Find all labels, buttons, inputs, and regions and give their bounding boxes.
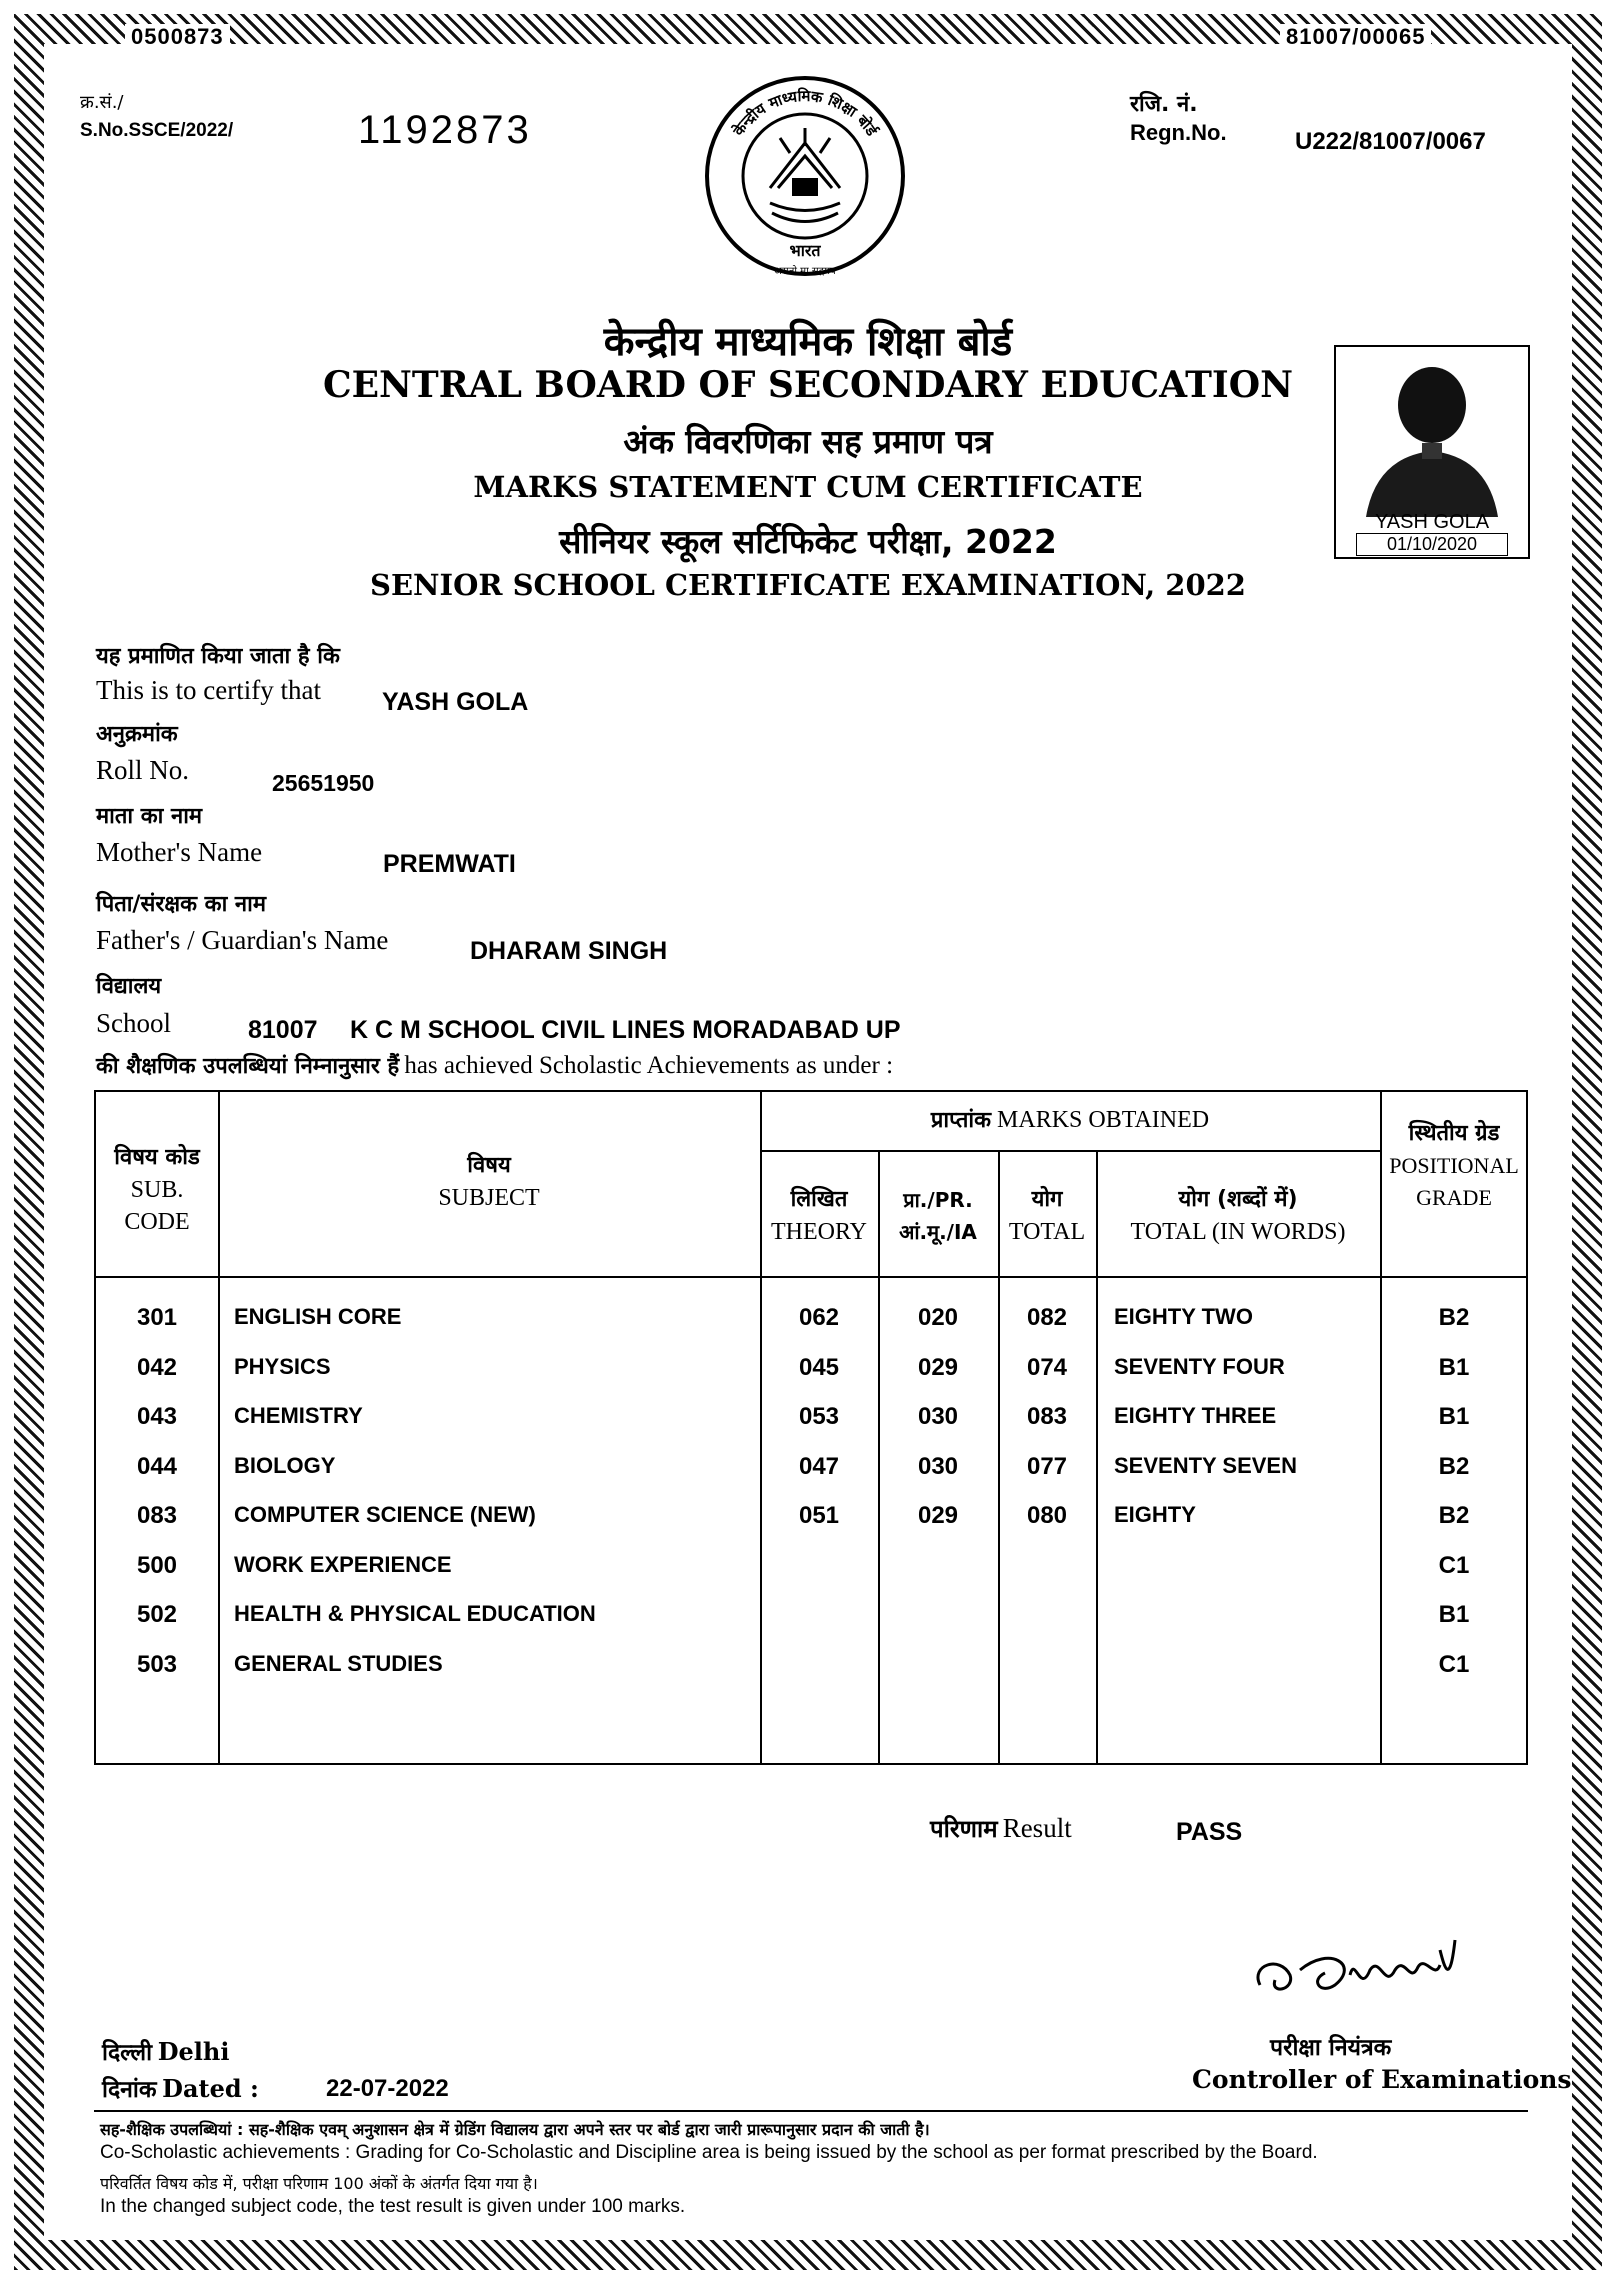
result-value: PASS — [1176, 1818, 1243, 1846]
mother-hi: माता का नाम — [96, 804, 203, 829]
cbse-emblem-icon — [700, 68, 910, 283]
cell-subject: WORK EXPERIENCE — [234, 1551, 452, 1577]
father-en: Father's / Guardian's Name — [96, 925, 389, 955]
cell-subject: CHEMISTRY — [234, 1403, 363, 1428]
cell-grade: B1 — [1438, 1601, 1470, 1628]
cell-subject: COMPUTER SCIENCE (NEW) — [234, 1502, 536, 1527]
header-practical: प्रा./PR. आं.मू./IA — [899, 1188, 977, 1244]
note2-hi: परिवर्तित विषय कोड में, परीक्षा परिणाम 100 अंकों के अंतर्गत दिया गया है। — [100, 2174, 538, 2193]
date-value: 22-07-2022 — [326, 2075, 449, 2102]
board-name-en: CENTRAL BOARD OF SECONDARY EDUCATION — [322, 364, 1294, 406]
regn-number: U222/81007/0067 — [1295, 128, 1486, 155]
note2-en: In the changed subject code, the test result is given under 100 marks. — [100, 2196, 686, 2217]
cell-words: SEVENTY FOUR — [1114, 1353, 1285, 1379]
cell-pr: 020 — [917, 1304, 959, 1331]
emblem-motto: असतो मा सद्गमय — [774, 266, 836, 277]
top-right-code: 81007/00065 — [1280, 24, 1431, 50]
photo-name: YASH GOLA — [1374, 511, 1490, 533]
cell-subject: PHYSICS — [234, 1353, 331, 1379]
cell-pr: 029 — [917, 1502, 959, 1529]
certify-hi: यह प्रमाणित किया जाता है कि — [96, 644, 340, 669]
cell-subject: BIOLOGY — [234, 1452, 336, 1478]
achieve-hi: की शैक्षणिक उपलब्धियां निम्नानुसार हैं — [96, 1054, 400, 1079]
header-marks-obtained: प्राप्तांक MARKS OBTAINED — [930, 1107, 1210, 1133]
roll-no: 25651950 — [272, 770, 375, 796]
cell-code: 043 — [136, 1403, 178, 1430]
cell-theory: 047 — [798, 1452, 840, 1480]
cell-total: 082 — [1026, 1304, 1068, 1331]
top-left-code: 0500873 — [125, 24, 230, 50]
cell-total: 080 — [1026, 1502, 1068, 1529]
father-name: DHARAM SINGH — [470, 937, 668, 965]
certify-en: This is to certify that — [96, 675, 321, 705]
cell-theory: 053 — [798, 1403, 840, 1430]
photo-date: 01/10/2020 — [1356, 533, 1508, 556]
cell-grade: C1 — [1438, 1650, 1470, 1678]
achieve-en: has achieved Scholastic Achievements as under : — [404, 1052, 894, 1079]
cell-code: 301 — [136, 1304, 178, 1331]
cell-grade: C1 — [1438, 1551, 1470, 1579]
header-total-words: योग (शब्दों में) TOTAL (IN WORDS) — [1130, 1187, 1346, 1245]
cell-theory: 051 — [798, 1502, 840, 1529]
person-photo-icon — [1336, 347, 1528, 517]
cell-grade: B1 — [1438, 1353, 1470, 1381]
serial-label-en: S.No.SSCE/2022/ — [80, 120, 234, 141]
cell-pr: 029 — [917, 1353, 959, 1381]
cell-code: 502 — [136, 1601, 178, 1628]
header-theory: लिखित THEORY — [771, 1187, 867, 1245]
doc-title-hi: अंक विवरणिका सह प्रमाण पत्र — [623, 422, 993, 461]
cell-words: EIGHTY THREE — [1114, 1403, 1277, 1428]
exam-en: SENIOR SCHOOL CERTIFICATE EXAMINATION, 2022 — [370, 568, 1246, 602]
student-photo — [1334, 345, 1530, 559]
cell-code: 503 — [136, 1650, 178, 1678]
cell-code: 083 — [136, 1502, 178, 1529]
board-name-hi: केन्द्रीय माध्यमिक शिक्षा बोर्ड — [603, 319, 1013, 365]
controller-hi: परीक्षा नियंत्रक — [1270, 2035, 1392, 2061]
father-hi: पिता/संरक्षक का नाम — [96, 892, 266, 917]
place: दिल्ली Delhi — [102, 2037, 230, 2066]
roll-en: Roll No. — [96, 755, 190, 785]
header-total: योग TOTAL — [1008, 1187, 1086, 1245]
serial-number: 1192873 — [358, 108, 532, 152]
cell-pr: 030 — [917, 1403, 959, 1430]
cell-subject: HEALTH & PHYSICAL EDUCATION — [234, 1601, 596, 1626]
doc-title-en: MARKS STATEMENT CUM CERTIFICATE — [473, 470, 1143, 504]
cell-total: 077 — [1026, 1452, 1068, 1480]
cell-total: 083 — [1026, 1403, 1068, 1430]
achieve-line — [96, 1050, 893, 1080]
cell-code: 044 — [136, 1452, 178, 1480]
controller-en: Controller of Examinations — [1192, 2065, 1572, 2094]
emblem-text-bottom: भारत — [789, 241, 821, 260]
school-en: School — [96, 1008, 172, 1038]
roll-hi: अनुक्रमांक — [96, 722, 178, 747]
school-code: 81007 — [248, 1016, 318, 1044]
note1-hi: सह-शैक्षिक उपलब्धियां : सह-शैक्षिक एवम् अनुशासन क्षेत्र में ग्रेडिंग विद्यालय द्वारा अपने स्तर पर बोर्ड द्वारा जारी प्रारूपानुसार प्रदान की जाती है। — [100, 2120, 930, 2139]
mother-en: Mother's Name — [96, 837, 263, 867]
cell-subject: ENGLISH CORE — [234, 1304, 402, 1329]
regn-label-en: Regn.No. — [1130, 120, 1227, 145]
note1-en: Co-Scholastic achievements : Grading for Co-Scholastic and Discipline area is being issued by the school as per format prescribed by the Board. — [100, 2142, 1318, 2163]
cell-code: 042 — [136, 1353, 178, 1381]
header-subject: विषय SUBJECT — [438, 1153, 540, 1211]
cell-grade: B2 — [1438, 1452, 1470, 1480]
emblem-text-top: केन्द्रीय माध्यमिक शिक्षा बोर्ड — [729, 86, 881, 140]
marks-table — [94, 1090, 1528, 1765]
cell-theory: 045 — [798, 1353, 840, 1381]
cell-words: EIGHTY — [1114, 1502, 1196, 1527]
cell-theory: 062 — [798, 1304, 840, 1331]
controller-signature-icon — [1240, 1925, 1480, 2015]
exam-hi: सीनियर स्कूल सर्टिफिकेट परीक्षा, 2022 — [559, 522, 1057, 561]
footer-divider — [94, 2110, 1528, 2112]
cell-grade: B2 — [1438, 1502, 1470, 1529]
school-hi: विद्यालय — [96, 974, 162, 999]
cell-words: SEVENTY SEVEN — [1114, 1452, 1297, 1478]
cell-words: EIGHTY TWO — [1114, 1304, 1253, 1329]
serial-label-hi: क्र.सं./ — [80, 92, 124, 113]
header-grade: स्थितीय ग्रेड POSITIONAL GRADE — [1389, 1121, 1519, 1210]
cell-grade: B2 — [1438, 1304, 1470, 1331]
mother-name: PREMWATI — [383, 850, 516, 878]
student-name: YASH GOLA — [382, 688, 529, 716]
cell-code: 500 — [136, 1551, 178, 1579]
cell-subject: GENERAL STUDIES — [234, 1650, 443, 1676]
header-code: विषय कोड SUB. CODE — [114, 1145, 200, 1235]
result-label: परिणाम Result — [930, 1813, 1072, 1843]
cell-grade: B1 — [1438, 1403, 1470, 1430]
dated-label: दिनांक Dated : — [102, 2074, 259, 2103]
school-name: K C M SCHOOL CIVIL LINES MORADABAD UP — [350, 1016, 901, 1044]
cell-total: 074 — [1026, 1353, 1068, 1381]
cell-pr: 030 — [917, 1452, 959, 1480]
regn-label-hi: रजि. नं. — [1130, 92, 1198, 117]
